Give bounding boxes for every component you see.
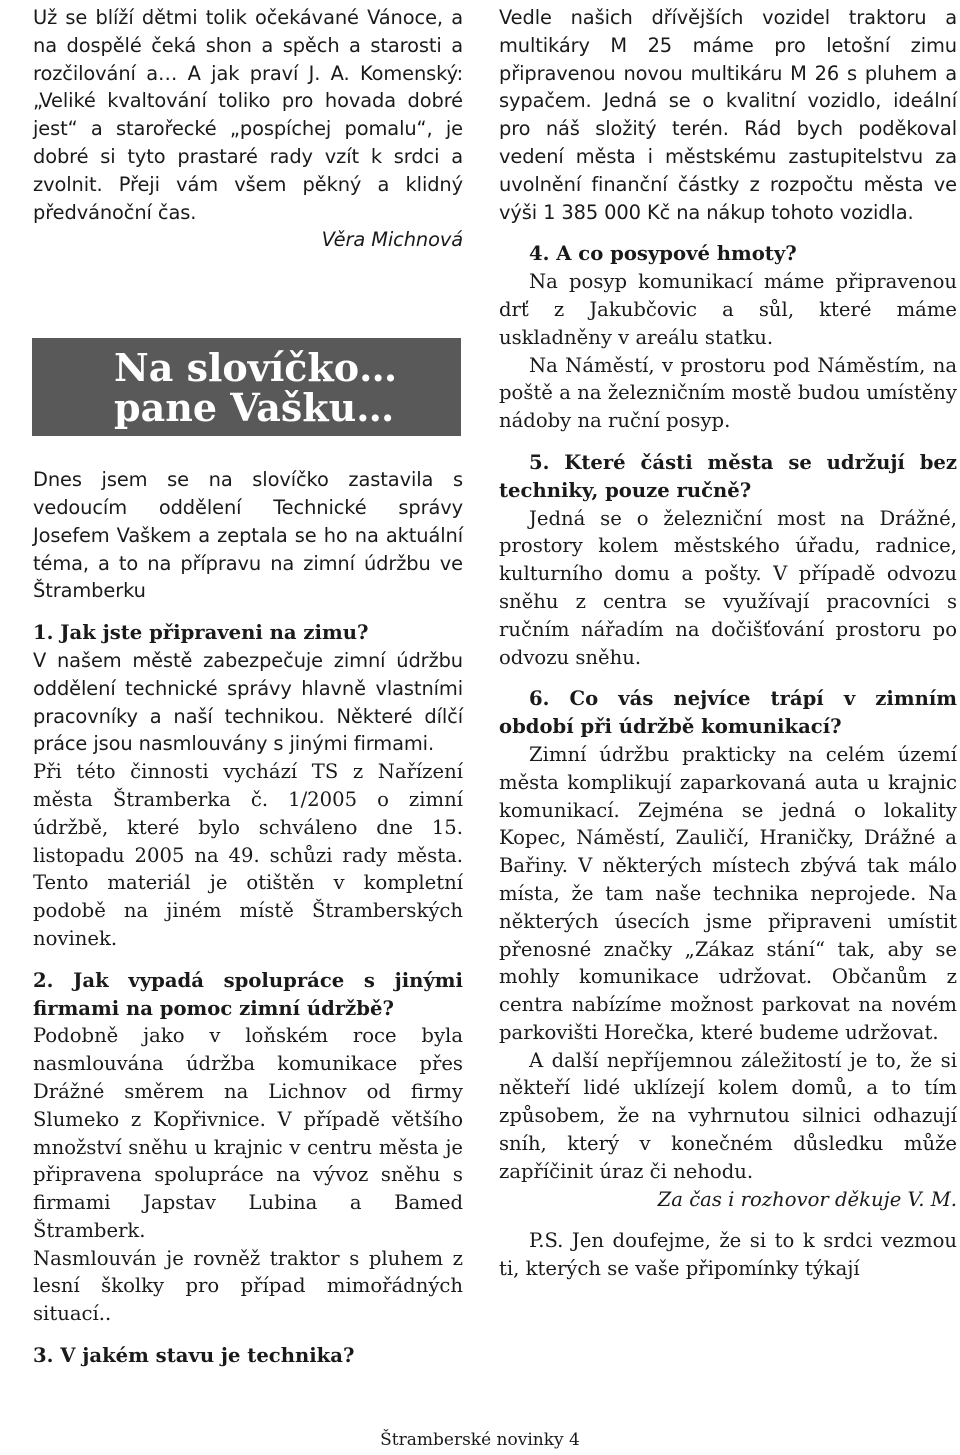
lead-paragraph: Dnes jsem se na slovíčko zastavila s vedoucím oddělení Technické správy Josefem Vaškem a zeptala se ho na aktuální téma, a to na přípravu na zimní údržbu ve Štramberku — [33, 468, 463, 603]
left-column — [33, 4, 463, 1370]
question-6: 6. Co vás nejvíce trápí v zimním období při údržbě komunikací? — [499, 687, 957, 739]
answer-2-paragraph-2: Nasmlouván je rovněž traktor s pluhem z lesní školky pro případ mimořádných situací.. — [33, 1246, 463, 1326]
column-title-box — [32, 338, 461, 436]
interview-signature: Za čas i rozhovor děkuje V. M. — [657, 1187, 957, 1211]
column-title-line-1: Na slovíčko… — [114, 345, 398, 391]
intro-signature: Věra Michnová — [321, 228, 463, 252]
answer-4-paragraph-2: Na Náměstí, v prostoru pod Náměstím, na poště a na železničním mostě budou umístěny nádoby na ruční posyp. — [499, 353, 957, 433]
answer-3: Vedle našich dřívějších vozidel traktoru a multikáry M 25 máme pro letošní zimu připravenou novou multikáru M 26 s pluhem a sypačem. Jedná se o kvalitní vozidlo, ideální pro náš složitý terén. Rád bych poděkoval vedení města i městskému zastupitelstvu za uvolnění finanční částky z rozpočtu města ve výši 1 385 000 Kč na nákup tohoto vozidla. — [499, 6, 957, 224]
right-column — [499, 4, 957, 1283]
question-4: 4. A co posypové hmoty? — [529, 242, 797, 266]
question-1: 1. Jak jste připraveni na zimu? — [33, 621, 369, 645]
answer-4-paragraph-1: Na posyp komunikací máme připravenou drť z Jakubčovic a sůl, které máme uskladněny v areálu statku. — [499, 270, 957, 349]
intro-paragraph: Už se blíží dětmi tolik očekávané Vánoce, a na dospělé čeká shon a spěch a starosti a rozčilování a… A jak praví J. A. Komenský: „Veliké kvaltování toliko pro hovada dobré jest“ a starořecké „pospíchej pomalu“, je dobré si tyto prastaré rady vzít k srdci a zvolnit. Přeji vám všem pěkný a klidný předvánoční čas. — [33, 6, 463, 224]
column-title-line-2: pane Vašku… — [114, 385, 395, 431]
spacer — [499, 1213, 957, 1227]
postscript: P.S. Jen doufejme, že si to k srdci vezmou ti, kterých se vaše připomínky týkají — [499, 1229, 957, 1281]
answer-6-paragraph-1: Zimní údržbu prakticky na celém území města komplikují zaparkovaná auta u krajnic komunikací. Zejména se jedná o lokality Kopec, Náměstí, Zauličí, Hraničky, Drážné a Bařiny. V některých místech zbývá tak málo místa, že tam naše technika neprojede. Na některých úsecích jsme připraveni umístit přenosné značky „Zákaz stání“ tak, aby se mohly komunikace udržovat. Občanům z centra nabízíme možnost parkovat na novém parkovišti Horečka, které budeme udržovat. — [499, 742, 957, 1044]
answer-2-paragraph-1: Podobně jako v loňském roce byla nasmlouvána údržba komunikace přes Drážné směrem na Lichnov od firmy Slumeko z Kopřivnice. V případě většího množství sněhu u krajnic v centru města je připravena spolupráce na vývoz sněhu s firmami Japstav Lubina a Bamed Štramberk. — [33, 1024, 463, 1242]
answer-1-paragraph-2: Při této činnosti vychází TS z Nařízení města Štramberka č. 1/2005 o zimní údržbě, které bylo schváleno dne 15. listopadu 2005 na 49. schůzi rady města. Tento materiál je otištěn v kompletní podobě na jiném místě Štramberských novinek. — [33, 760, 463, 950]
question-2: 2. Jak vypadá spolupráce s jinými firmami na pomoc zimní údržbě? — [33, 968, 463, 1020]
answer-1-paragraph-1: V našem městě zabezpečuje zimní údržbu oddělení technické správy hlavně vlastními pracovníky a naší technikou. Některé dílčí práce jsou nasmlouvány s jinými firmami. — [33, 648, 463, 756]
answer-5: Jedná se o železniční most na Drážné, prostory kolem městského úřadu, radnice, kulturního domu a pošty. V případě odvozu sněhu z centra se využívají pracovníci s ručním nářadím na dočišťování prostoru po odvozu sněhu. — [499, 506, 957, 669]
question-3: 3. V jakém stavu je technika? — [33, 1344, 355, 1368]
page-footer: Štramberské novinky 4 — [380, 1430, 580, 1450]
answer-6-paragraph-2: A další nepříjemnou záležitostí je to, že si někteří lidé uklízejí kolem domů, a to tím způsobem, že na vyhrnutou silnici odhazují sníh, který v konečném důsledku může zapříčinit úraz či nehodu. — [499, 1048, 957, 1183]
question-5: 5. Které části města se udržují bez techniky, pouze ručně? — [499, 450, 957, 502]
